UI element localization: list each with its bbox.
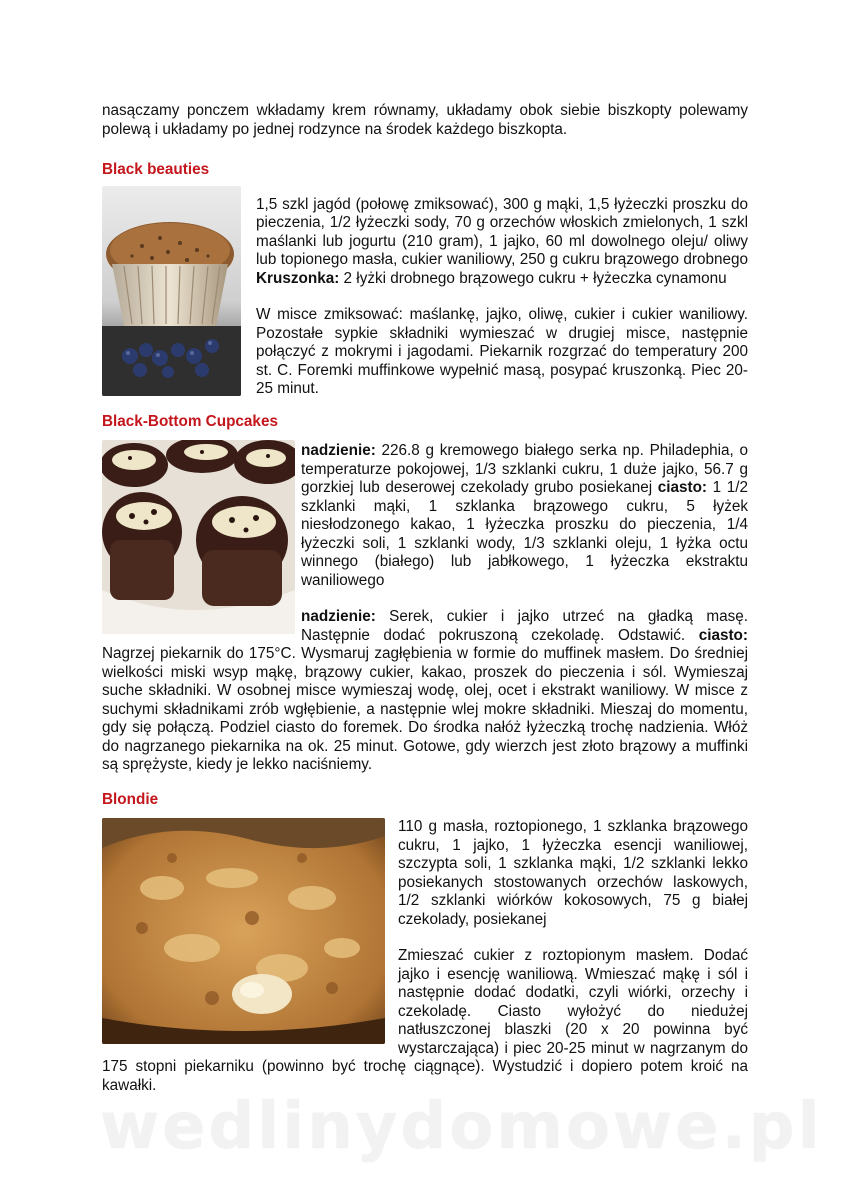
watermark-logo: wedlinydomowe.pl: [100, 1090, 823, 1164]
blondie-photo: [102, 818, 385, 1044]
section-black-bottom-cupcakes: [102, 440, 748, 775]
blondie-ingredients: 110 g masła, roztopionego, 1 szklanka brązowego cukru, 1 jajko, 1 łyżeczka esencji waniliowej, szczypta soli, 1 szklanka mąki, 1/2 szklanki lekko posiekanych stostowanych orzechów laskowych, 1/2 szklanki wiórków kokosowych, 75 g białej czekolady, posiekanej: [398, 818, 748, 928]
section-title-blondie: Blondie: [102, 790, 159, 808]
recipe-page: [102, 102, 748, 1095]
section-blondie: [102, 818, 748, 1095]
cupcakes-ingredients: nadzienie: 226.8 g kremowego białego serka np. Philadephia, o temperaturze pokojowej, 1/3 szklanki cukru, 1 duże jajko, 56.7 g gorzkiej lub deserowej czekolady grubo posiekanej ciasto: 1 1/2 szklanki mąki, 1 szklanka brązowego cukru, 5 łyżek niesłodzonego kakao, 1 łyżeczka proszku do pieczenia, 1/4 łyżeczki soli, 1 szklanki wody, 1/3 szklanki oleju, 1 łyżka octu winnego (białego) lub jabłkowego, 1 łyżeczka ekstraktu waniliowego: [301, 442, 748, 589]
section-title-black-beauties: Black beauties: [102, 161, 210, 178]
blondie-method: Zmieszać cukier z roztopionym masłem. Dodać jajko i esencję waniliową. Wmieszać mąkę i sól i następnie dodać dodatki, czyli wiórki, orzechy i czekoladę. Ciasto wyłożyć do niedużej natłuszczonej blaszki (20 x 20 powinna być wystarczająca) i piec 20-25 minut w nagrzanym do 175 stopni piekarniku (powinno być trochę ciągnące). Wystudzić i dopiero potem kroić na kawałki.: [102, 947, 748, 1094]
cupcakes-photo: [102, 440, 295, 634]
cupcakes-method: nadzienie: Serek, cukier i jajko utrzeć na gładką masę. Następnie dodać pokruszoną czekoladę. Odstawić. ciasto: Nagrzej piekarnik do 175°C. Wysmaruj zagłębienia w formie do muffinek masłem. Do średniej wielkości miski wsyp mąkę, brązowy cukier, kakao, proszek do pieczenia i sól. Wymieszaj suche składniki. W osobnej misce wymieszaj wodę, olej, ocet i ekstrakt waniliowy. W misce z suchymi składnikami zrób wgłębienie, a następnie wlej mokre składniki. Mieszaj do momentu, gdy się połączą. Podziel ciasto do foremek. Do środka nałóż łyżeczką trochę nadzienia. Włóż do nagrzanego piekarnika na ok. 25 minut. Gotowe, gdy wierzch jest złoto brązowy a muffinki są sprężyste, kiedy je lekko naciśniemy.: [102, 608, 748, 773]
black-beauties-method: W misce zmiksować: maślankę, jajko, oliwę, cukier i cukier waniliowy. Pozostałe sypkie składniki wymieszać w drugiej misce, następnie połączyć z mokrymi i jagodami. Piekarnik rozgrzać do temperatury 200 st. C. Foremki muffinkowe wypełnić masą, posypać kruszonką. Piec 20-25 minut.: [256, 306, 748, 397]
muffin-photo: [102, 186, 241, 396]
section-title-black-bottom-cupcakes: Black-Bottom Cupcakes: [102, 412, 278, 430]
section-black-beauties: [102, 186, 748, 399]
black-beauties-ingredients: 1,5 szkl jagód (połowę zmiksować), 300 g mąki, 1,5 łyżeczki proszku do pieczenia, 1/2 łyżeczki sody, 70 g orzechów włoskich zmielonych, 1 szkl maślanki lub jogurtu (210 gram), 1 jajko, 60 ml dowolnego oleju/ oliwy lub topionego masła, cukier waniliowy, 250 g cukru brązowego drobnego Kruszonka: 2 łyżki drobnego brązowego cukru + łyżeczka cynamonu: [256, 195, 748, 287]
intro-paragraph: nasączamy ponczem wkładamy krem równamy, układamy obok siebie biszkopty polewamy polewą i układamy po jednej rodzynce na środek każdego biszkopta.: [102, 102, 748, 138]
